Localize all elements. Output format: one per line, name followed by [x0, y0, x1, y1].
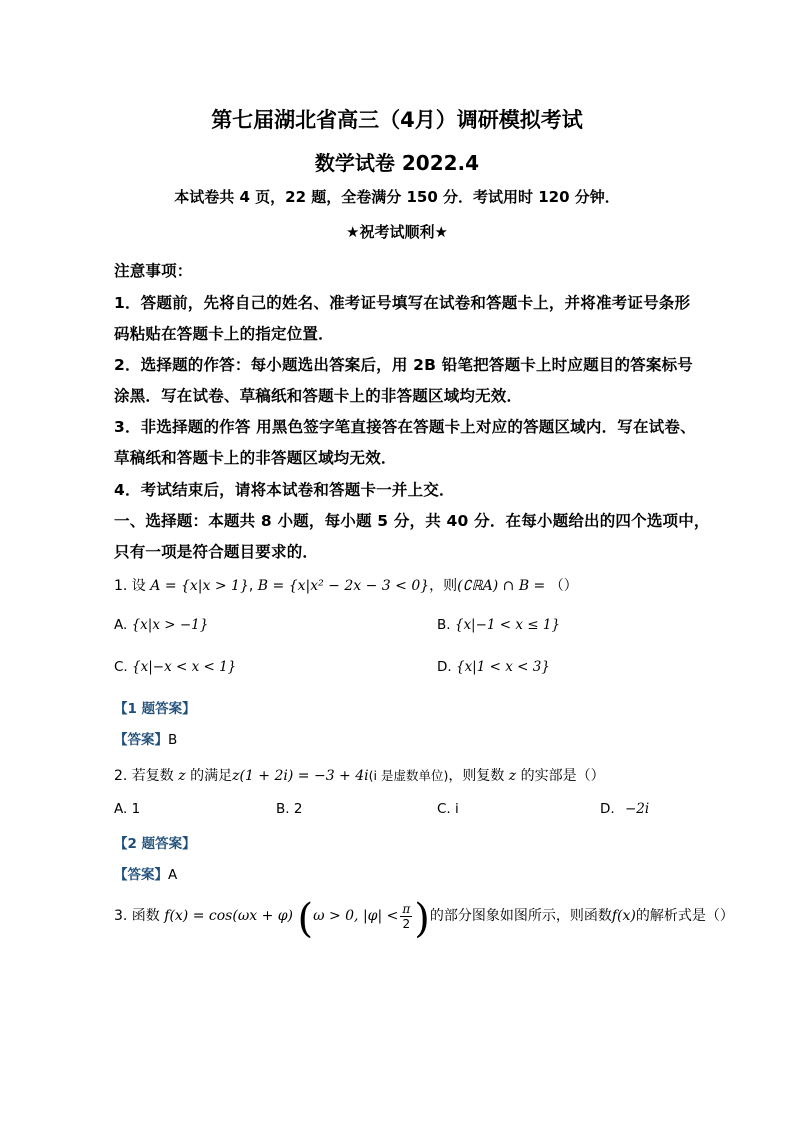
question-2	[114, 765, 605, 785]
q2-option-d	[600, 801, 649, 817]
q3-fraction	[400, 902, 412, 931]
q2-prefix: 2. 若复数	[114, 768, 174, 784]
note-line: 1．答题前，先将自己的姓名、准考证号填写在试卷和答题卡上，并将准考证号条形	[114, 294, 691, 312]
section-heading: 一、选择题：本题共 8 小题，每小题 5 分，共 40 分．在每小题给出的四个选项中，	[114, 512, 710, 530]
q3-fx: f(x)	[611, 908, 636, 924]
option-label: A.	[114, 617, 128, 633]
option-label: C.	[114, 659, 128, 675]
question-3	[114, 896, 734, 942]
option-value: {x|−1 < x ≤ 1}	[454, 617, 561, 633]
note-line: 码粘贴在答题卡上的指定位置．	[114, 325, 334, 343]
section-heading-cont: 只有一项是符合题目要求的．	[114, 543, 319, 561]
q1-prefix: 1. 设	[114, 578, 146, 594]
notes-heading: 注意事项：	[114, 262, 193, 280]
option-value: {x|−x < x < 1}	[132, 659, 237, 675]
q2-option-a: A. 1	[114, 801, 141, 817]
q2-tail: 的实部是（）	[520, 768, 605, 784]
question-1: 1. 设 A = {x|x > 1}, B = {x|x² − 2x − 3 < 0}，则(∁ℝA) ∩ B = （）	[114, 578, 578, 594]
q2-equation: z(1 + 2i) = −3 + 4i	[232, 768, 369, 784]
answer-value: A	[168, 867, 178, 883]
option-label: B.	[437, 617, 451, 633]
q1-set-a: A = {x|x > 1}	[150, 578, 249, 594]
q1-option-b	[437, 617, 560, 633]
q2-mid: 的满足	[190, 768, 233, 784]
note-line: 3．非选择题的作答 用黑色签字笔直接答在答题卡上对应的答题区域内．写在试卷、	[114, 418, 696, 436]
q3-condition: ω > 0, |φ| <	[313, 908, 399, 924]
exam-info: 本试卷共 4 页，22 题，全卷满分 150 分．考试用时 120 分钟．	[174, 188, 620, 206]
q1-option-a	[114, 617, 208, 633]
fraction-denominator: 2	[402, 916, 411, 931]
option-label: D.	[437, 659, 452, 675]
q2-z: z	[178, 768, 186, 784]
q1-suffix: （）	[549, 578, 578, 594]
answer-label: 【答案】	[114, 867, 168, 883]
fraction-numerator: π	[402, 901, 411, 916]
answer-value: B	[168, 732, 178, 748]
q3-tail: 的解析式是（）	[635, 908, 734, 924]
q2-answer-tag: 【2 题答案】	[114, 836, 196, 852]
q2-note: (i 是虚数单位)	[368, 768, 449, 783]
q1-mid: ，则	[429, 578, 458, 594]
option-label: D.	[600, 801, 615, 817]
q1-expression: (∁ℝA) ∩ B =	[457, 578, 546, 594]
good-luck-line: ★祝考试顺利★	[346, 223, 448, 241]
q3-function: f(x) = cos(ωx + φ)	[164, 908, 294, 924]
q2-mid2: ，则复数	[448, 768, 505, 784]
q1-option-d	[437, 659, 550, 675]
q1-option-c	[114, 659, 236, 675]
q2-answer	[114, 863, 177, 883]
exam-subject-title: 数学试卷 2022.4	[314, 151, 480, 175]
q2-z: z	[508, 768, 517, 784]
note-line: 涂黑．写在试卷、草稿纸和答题卡上的非答题区域均无效．	[114, 387, 523, 405]
note-line: 2．选择题的作答：每小题选出答案后，用 2B 铅笔把答题卡上时应题目的答案标号	[114, 356, 693, 374]
answer-label: 【答案】	[114, 732, 168, 748]
q2-option-b: B. 2	[276, 801, 303, 817]
option-value: {x|1 < x < 3}	[455, 659, 550, 675]
q1-set-b: B = {x|x² − 2x − 3 < 0}	[257, 578, 430, 594]
option-value: −2i	[624, 801, 650, 817]
exam-title: 第七届湖北省高三（4月）调研模拟考试	[211, 108, 583, 132]
close-paren: )	[414, 896, 430, 942]
q1-answer	[114, 728, 177, 748]
option-value: {x|x > −1}	[131, 617, 209, 633]
q3-prefix: 3. 函数	[114, 908, 160, 924]
note-line: 4．考试结束后，请将本试卷和答题卡一并上交．	[114, 481, 455, 499]
q2-option-c: C. i	[437, 801, 459, 817]
open-paren: (	[297, 896, 314, 942]
note-line: 草稿纸和答题卡上的非答题区域均无效．	[114, 449, 397, 467]
q1-answer-tag: 【1 题答案】	[114, 701, 196, 717]
q3-mid: 的部分图象如图所示，则函数	[429, 908, 612, 924]
